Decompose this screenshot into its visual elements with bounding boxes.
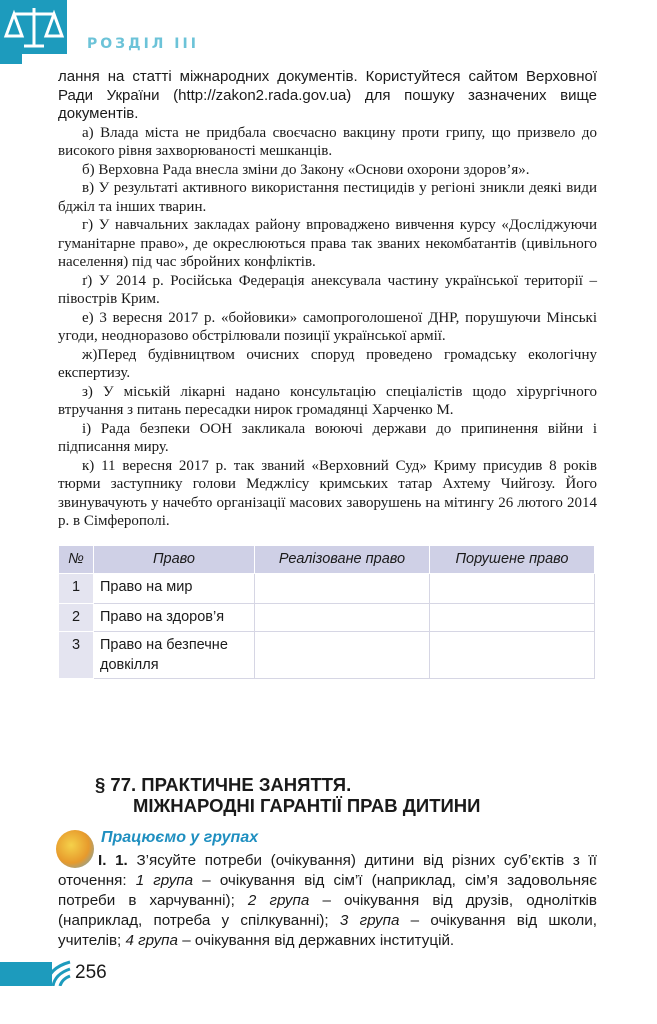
row-right: Право на мир (94, 573, 255, 603)
row-violated-cell[interactable] (430, 631, 595, 678)
heading-line-1: § 77. ПРАКТИЧНЕ ЗАНЯТТЯ. (95, 774, 352, 795)
task-text: – очікування від школи, учителів; (58, 912, 597, 949)
intro-paragraph: лання на статті міжнародних документів. Користуйтеся сайтом Верховної Ради України (http://zakon2.rada.gov.ua) для пошуку зазначених вище документів. (58, 68, 597, 122)
list-item: і) Рада безпеки ООН закликала воюючі держави до припинення війни і підписання миру. (58, 420, 597, 455)
list-item: а) Влада міста не придбала своєчасно вакцину проти грипу, що призвело до високого рівня захворюваності мешканців. (58, 124, 597, 159)
list-item: б) Верховна Рада внесла зміни до Закону «Основи охорони здоров’я». (82, 161, 530, 178)
group-work-label: Працюємо у групах (101, 829, 259, 846)
task-text: З’ясуйте потреби (очікування) дитини від різних суб’єктів з її оточення: (58, 852, 597, 889)
col-realized: Реалізоване право (255, 545, 430, 573)
list-item: е) 3 вересня 2017 р. «бойовики» самопроголошеної ДНР, порушуючи Мінські угоди, неодноразово обстрілювали позиції української армії. (58, 309, 597, 344)
list-item: з) У міській лікарні надано консультацію спеціалістів щодо хірургічного втручання з питань пересадки нирок громадянці Харченко М. (58, 383, 597, 418)
task-text: – очікування від державних інституцій. (177, 932, 455, 949)
waves-icon (42, 958, 74, 986)
row-number: 2 (59, 603, 94, 631)
section-label: РОЗДІЛ ІІІ (87, 36, 199, 52)
table-row (59, 603, 595, 631)
scales-icon (0, 0, 67, 54)
chapter-corner-block (0, 0, 67, 54)
list-item: г) У навчальних закладах району впроваджено вивчення курсу «Досліджуючи гуманітарне право», де окреслюються права так званих некомбатантів (цивільного населення) під час збройних конфліктів. (58, 217, 597, 270)
row-violated-cell[interactable] (430, 573, 595, 603)
list-item: ґ) У 2014 р. Російська Федерація анексувала частину української території – півострів Крим. (58, 272, 597, 307)
section-heading (95, 774, 480, 816)
task-text: – очікування від друзів, однолітків (наприклад, потреба у спілкуванні); (58, 892, 597, 929)
corner-tab (0, 54, 22, 64)
main-column (58, 68, 597, 679)
task-paragraph (58, 851, 597, 951)
table-header-row (59, 545, 595, 573)
col-violated: Порушене право (430, 545, 595, 573)
rights-table (58, 545, 595, 679)
group-4: 4 група (125, 932, 178, 949)
heading-line-2: МІЖНАРОДНІ ГАРАНТІЇ ПРАВ ДИТИНИ (133, 795, 481, 816)
col-right: Право (94, 545, 255, 573)
row-right: Право на здоров’я (94, 603, 255, 631)
group-1: 1 група (135, 872, 194, 889)
row-realized-cell[interactable] (255, 631, 430, 678)
row-right: Право на безпечне довкілля (94, 631, 255, 678)
row-number: 1 (59, 573, 94, 603)
table-row (59, 631, 595, 678)
row-realized-cell[interactable] (255, 603, 430, 631)
task-text: – очікування від сім’ї (наприклад, сім’я задовольняє потреби в харчуванні); (58, 872, 597, 909)
list-item: в) У результаті активного використання пестицидів у регіоні зникли деякі види бджіл та інших тварин. (58, 180, 597, 215)
body-text (58, 68, 597, 531)
row-number: 3 (59, 631, 94, 678)
task-number: І. 1. (98, 852, 128, 869)
list-item: ж)Перед будівництвом очисних споруд проведено громадську екологічну експертизу. (58, 346, 597, 381)
list-item: к) 11 вересня 2017 р. так званий «Верховний Суд» Криму присудив 8 років тюрми заступнику голови Меджлісу кримських татар Ахтему Чийгозу. Його звинувачують у начебто організації масових заворушень на мітингу 26 лютого 2014 р. в Сімферополі. (58, 457, 597, 529)
col-number: № (59, 545, 94, 573)
page-number: 256 (75, 962, 107, 983)
row-violated-cell[interactable] (430, 603, 595, 631)
group-2: 2 група (247, 892, 310, 909)
group-3: 3 група (339, 912, 400, 929)
row-realized-cell[interactable] (255, 573, 430, 603)
table-row (59, 573, 595, 603)
